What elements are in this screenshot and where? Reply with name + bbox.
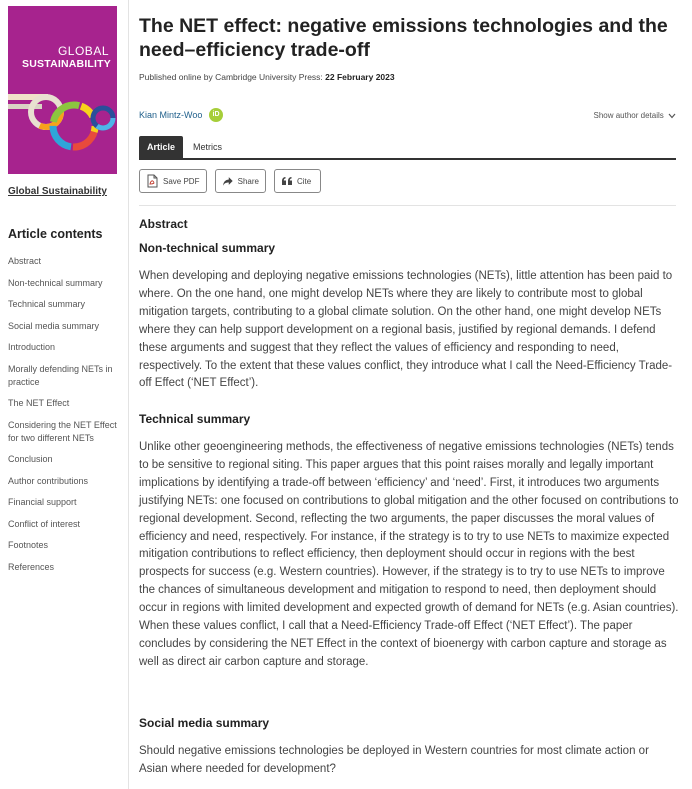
share-button[interactable] bbox=[215, 169, 266, 193]
sidebar bbox=[0, 0, 127, 789]
technical-summary-text: Unlike other geoengineering methods, the effectiveness of negative emissions technologies (NETs) tends to be sensitive to regional siting. This paper argues that this point raises morally and legally important implications by identifying a trade-off between ‘efficiency’ and ‘need’. First, it introduces two arguments justifying NETs: one focused on contributions to global mitigation and the other focused on contributions to regional development. Second, reflecting the two arguments, the paper discusses the moral values of efficiency and need, respectively. For instance, if the strategy is to try to use NETs to maximize expected mitigation contributions to reflect efficiency, then deployment should occur in regions with the best prospects for success (e.g. Western countries). However, if the strategy is to try to use NETs to improve the chances of simultaneous development and mitigation to respond to need, then deployment should occur in regions with limited development and expected growth of demand for NETs (e.g. Asian countries). When these values conflict, I call that a Need-Efficiency Trade-off Effect (‘NET Effect’). The paper concludes by considering the NET Effect in the context of bioenergy with carbon capture and storage as well as direct air carbon capture and storage. bbox=[139, 441, 679, 668]
article-contents-list bbox=[8, 255, 120, 582]
toc-item-morally-defending[interactable]: Morally defending NETs in practice bbox=[8, 363, 113, 387]
social-media-summary-heading: Social media summary bbox=[139, 716, 270, 730]
toc-item-abstract[interactable]: Abstract bbox=[8, 256, 42, 266]
cite-button[interactable] bbox=[274, 169, 321, 193]
toc-item-footnotes[interactable]: Footnotes bbox=[8, 540, 49, 550]
journal-cover-image[interactable] bbox=[8, 6, 117, 174]
published-date: 22 February 2023 bbox=[325, 72, 395, 82]
tab-article[interactable]: Article bbox=[139, 136, 183, 158]
published-info bbox=[139, 72, 395, 82]
social-media-summary-text: Should negative emissions technologies be deployed in Western countries for most climate action or Asian where needed for development? bbox=[139, 745, 649, 775]
save-pdf-button[interactable] bbox=[139, 169, 207, 193]
technical-summary-heading: Technical summary bbox=[139, 412, 251, 426]
save-pdf-label: Save PDF bbox=[163, 176, 200, 186]
cover-title-line2: SUSTAINABILITY bbox=[22, 58, 111, 70]
quote-icon bbox=[281, 176, 293, 186]
toc-item-technical-summary[interactable]: Technical summary bbox=[8, 299, 86, 309]
cover-title-line1: GLOBAL bbox=[57, 44, 109, 58]
section-divider bbox=[139, 205, 676, 206]
share-label: Share bbox=[237, 176, 259, 186]
article-tabs bbox=[139, 136, 676, 160]
author-link[interactable]: Kian Mintz-Woo bbox=[139, 110, 203, 120]
toc-item-social-media-summary[interactable]: Social media summary bbox=[8, 320, 100, 331]
cover-rings-graphic bbox=[8, 86, 117, 174]
toc-item-considering-net-effect[interactable]: Considering the NET Effect for two different NETs bbox=[8, 419, 117, 443]
sidebar-divider bbox=[128, 0, 129, 789]
toc-item-author-contributions[interactable]: Author contributions bbox=[8, 475, 89, 486]
toc-item-introduction[interactable]: Introduction bbox=[8, 342, 56, 352]
article-title: The NET effect: negative emissions technologies and the need–efficiency trade-off bbox=[139, 15, 668, 61]
toc-item-references[interactable]: References bbox=[8, 561, 55, 572]
orcid-icon[interactable]: iD bbox=[209, 108, 223, 122]
show-author-details-button[interactable] bbox=[594, 111, 677, 120]
published-prefix: Published online by Cambridge University Press: bbox=[139, 72, 323, 82]
show-author-label: Show author details bbox=[593, 111, 664, 120]
chevron-down-icon bbox=[668, 113, 676, 119]
toc-item-conclusion[interactable]: Conclusion bbox=[8, 454, 53, 464]
toc-item-conflict-of-interest[interactable]: Conflict of interest bbox=[8, 518, 81, 529]
pdf-icon bbox=[146, 174, 159, 188]
toc-item-non-technical-summary[interactable]: Non-technical summary bbox=[8, 277, 103, 288]
non-technical-summary-heading: Non-technical summary bbox=[139, 241, 276, 255]
share-arrow-icon bbox=[222, 176, 234, 187]
toc-item-financial-support[interactable]: Financial support bbox=[8, 497, 77, 507]
author-row bbox=[139, 108, 676, 124]
toc-item-net-effect[interactable]: The NET Effect bbox=[8, 398, 70, 408]
cite-label: Cite bbox=[297, 176, 312, 186]
article-contents-title: Article contents bbox=[8, 227, 103, 241]
non-technical-summary-text: When developing and deploying negative emissions technologies (NETs), little attention has been paid to where. On the one hand, one might develop NETs where they are likely to contribute most to global mitigation targets, contributing to a global climate solution. On the other hand, one might develop NETs where they can help support development on a regional basis, justified by regional demands. I defend these arguments and suggest that they reflect the values of efficiency and responding to need, respectively. To the extent that these values conflict, they introduce what I call the Need-Efficiency Trade-off Effect (‘NET Effect’). bbox=[139, 270, 673, 390]
journal-link[interactable]: Global Sustainability bbox=[8, 186, 107, 197]
tab-metrics[interactable]: Metrics bbox=[193, 142, 222, 152]
abstract-heading: Abstract bbox=[139, 217, 188, 231]
